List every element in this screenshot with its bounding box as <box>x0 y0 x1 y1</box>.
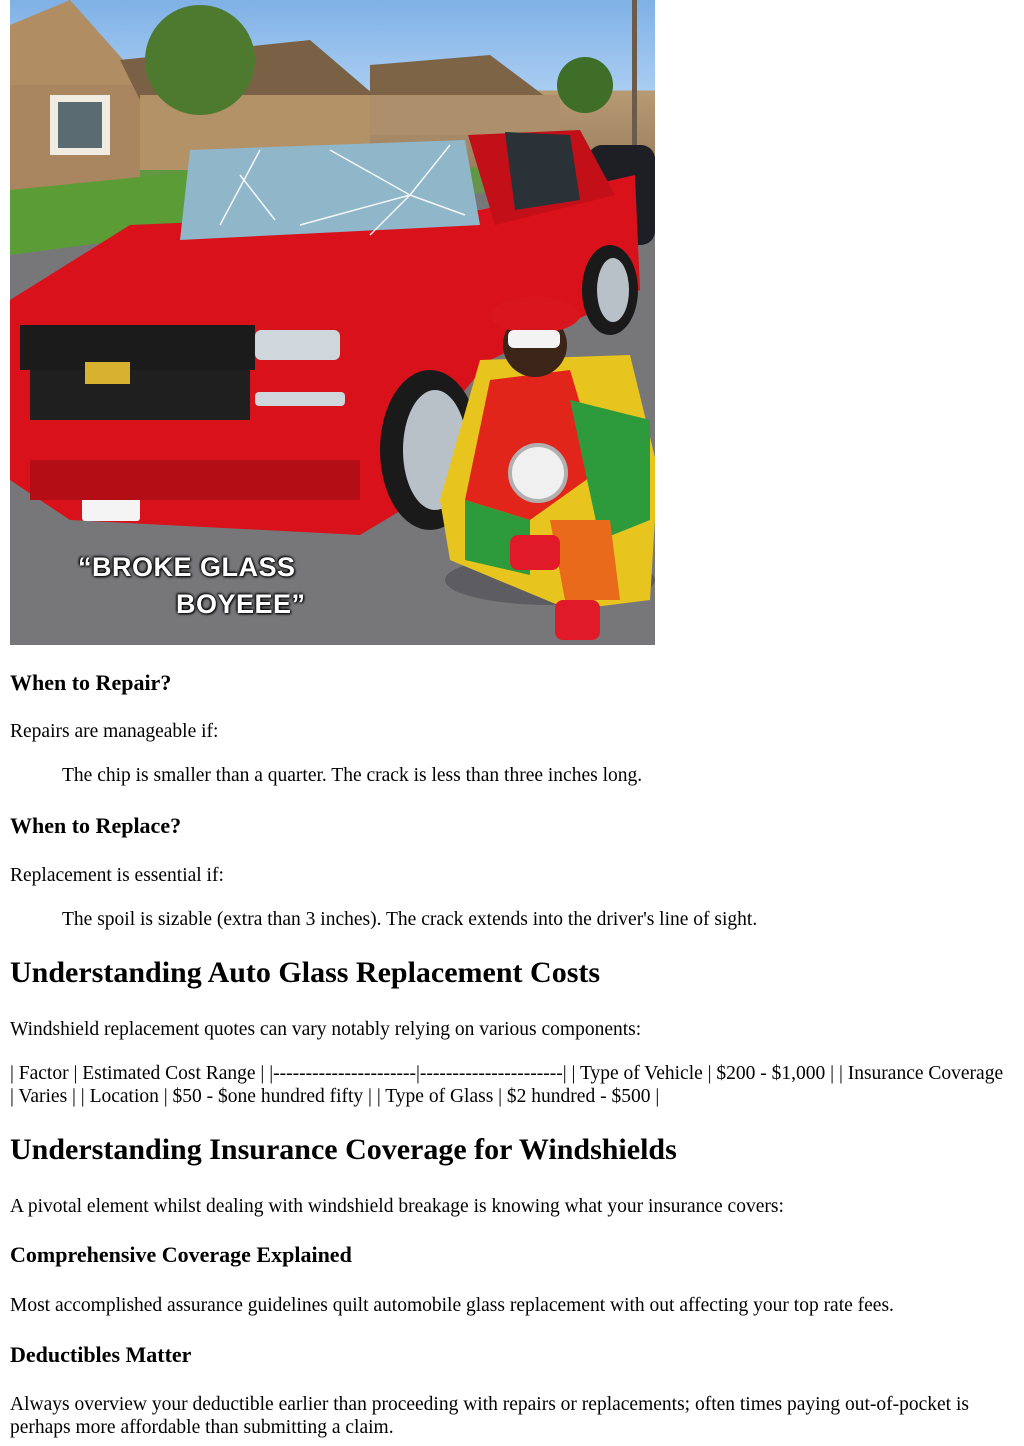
repair-criteria: The chip is smaller than a quarter. The crack is less than three inches long. <box>62 765 643 786</box>
costs-heading: Understanding Auto Glass Replacement Costs <box>10 956 601 989</box>
replace-intro: Replacement is essential if: <box>10 865 224 886</box>
image-caption-line-2: BOYEEE” <box>176 589 306 619</box>
replace-criteria: The spoil is sizable (extra than 3 inches). The crack extends into the driver's line of sight. <box>62 909 758 930</box>
costs-intro: Windshield replacement quotes can vary notably relying on various components: <box>10 1019 642 1040</box>
comprehensive-heading: Comprehensive Coverage Explained <box>10 1242 352 1267</box>
costs-table-text: | Factor | Estimated Cost Range | |----------------------|----------------------| | Type of Vehicle | $200 - $1,000 | | Insurance Coverage | Varies | | Location | $50 - $one hundred fifty | | Type of Glass | $2 hundred - $500 | <box>10 1063 1004 1107</box>
repair-heading: When to Repair? <box>10 670 172 695</box>
insurance-heading: Understanding Insurance Coverage for Windshields <box>10 1133 677 1166</box>
comprehensive-text: Most accomplished assurance guidelines quilt automobile glass replacement with out affecting your top rate fees. <box>10 1295 894 1316</box>
insurance-intro: A pivotal element whilst dealing with windshield breakage is knowing what your insurance covers: <box>10 1196 784 1217</box>
deductibles-heading: Deductibles Matter <box>10 1342 192 1367</box>
hero-image <box>10 0 655 645</box>
deductibles-text: Always overview your deductible earlier than proceeding with repairs or replacements; often times paying out-of-pocket is perhaps more affordable than submitting a claim. <box>10 1394 969 1438</box>
image-caption-line-1: “BROKE GLASS <box>78 552 296 582</box>
replace-heading: When to Replace? <box>10 813 182 838</box>
truck-illustration <box>10 0 655 645</box>
repair-intro: Repairs are manageable if: <box>10 721 219 742</box>
